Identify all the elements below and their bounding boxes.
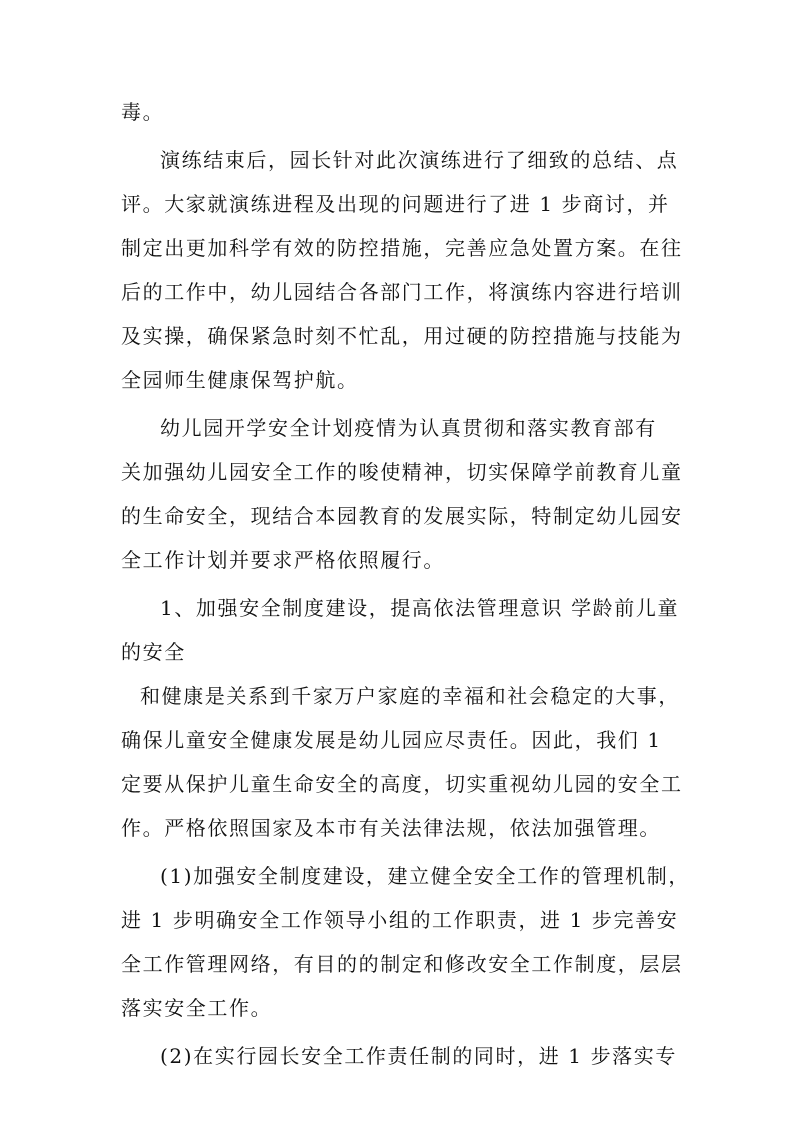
text-line: 1、加强安全制度建设，提高依法管理意识 学龄前儿童 [160, 596, 680, 620]
text-line: 评。大家就演练进程及出现的问题进行了进 1 步商讨，并 [121, 192, 670, 216]
text-line: (2)在实行园长安全工作责任制的同时，进 1 步落实专 [160, 1044, 677, 1068]
text-line: 演练结束后，园长针对此次演练进行了细致的总结、点 [160, 148, 679, 172]
text-line: 毒。 [121, 100, 165, 124]
text-line: 定要从保护儿童生命安全的高度，切实重视幼儿园的安全工 [121, 772, 683, 796]
text-line: 确保儿童安全健康发展是幼儿园应尽责任。因此，我们 1 [121, 728, 662, 752]
text-line: 幼儿园开学安全计划疫情为认真贯彻和落实教育部有 [160, 416, 657, 440]
text-line: 关加强幼儿园安全工作的唆使精神，切实保障学前教育儿童 [121, 460, 683, 484]
text-line: 及实操，确保紧急时刻不忙乱，用过硬的防控措施与技能为 [121, 324, 683, 348]
text-line: 作。严格依照国家及本市有关法律法规，依法加强管理。 [121, 816, 661, 840]
text-line: (1)加强安全制度建设，建立健全安全工作的管理机制， [160, 864, 690, 888]
text-line: 的安全 [121, 640, 186, 664]
text-line: 全园师生健康保驾护航。 [121, 368, 359, 392]
text-line: 制定出更加科学有效的防控措施，完善应急处置方案。在往 [121, 236, 683, 260]
text-line: 落实安全工作。 [121, 996, 273, 1020]
text-line: 和健康是关系到千家万户家庭的幸福和社会稳定的大事， [140, 684, 680, 708]
text-line: 全工作计划并要求严格依照履行。 [121, 548, 445, 572]
text-line: 进 1 步明确安全工作领导小组的工作职责，进 1 步完善安 [121, 908, 679, 932]
text-line: 的生命安全，现结合本园教育的发展实际，特制定幼儿园安 [121, 504, 683, 528]
text-line: 后的工作中，幼儿园结合各部门工作，将演练内容进行培训 [121, 280, 683, 304]
text-line: 全工作管理网络，有目的的制定和修改安全工作制度，层层 [121, 952, 683, 976]
